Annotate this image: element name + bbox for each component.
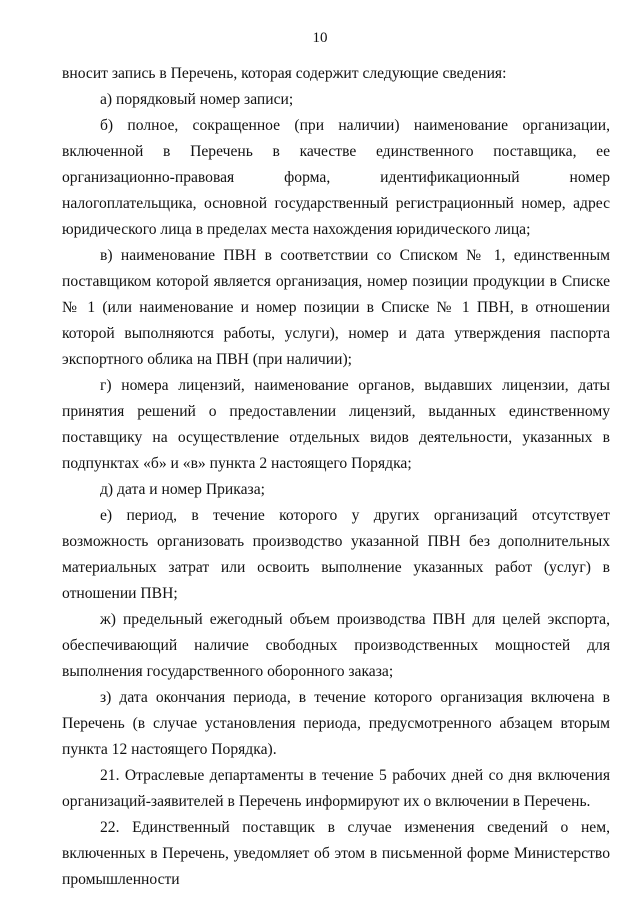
document-body [62,61,610,893]
list-item-zh: ж) предельный ежегодный объем производства ПВН для целей экспорта, обеспечивающий наличие свободных производственных мощностей для выполнения государственного оборонного заказа; [62,611,610,680]
paragraph-intro: вносит запись в Перечень, которая содержит следующие сведения: [62,65,507,82]
list-item-g: г) номера лицензий, наименование органов, выдавших лицензии, даты принятия решений о предоставлении лицензий, выданных единственному поставщику на осуществление отдельных видов деятельности, указанных в подпунктах «б» и «в» пункта 2 настоящего Порядка; [62,377,610,472]
paragraph-22: 22. Единственный поставщик в случае изменения сведений о нем, включенных в Перечень, уведомляет об этом в письменной форме Министерство промышленности [62,819,610,888]
paragraph-21: 21. Отраслевые департаменты в течение 5 рабочих дней со дня включения организаций-заявителей в Перечень информируют их о включении в Перечень. [62,767,610,810]
list-item-v: в) наименование ПВН в соответствии со Списком № 1, единственным поставщиком которой является организация, номер позиции продукции в Списке № 1 (или наименование и номер позиции в Списке № 1 ПВН, в отношении которой выполняются работы, услуги), номер и дата утверждения паспорта экспортного облика на ПВН (при наличии); [62,247,610,368]
page-number: 10 [312,30,328,46]
list-item-a: а) порядковый номер записи; [100,91,294,108]
list-item-z: з) дата окончания периода, в течение которого организация включена в Перечень (в случае установления периода, предусмотренного абзацем вторым пункта 12 настоящего Порядка). [62,689,610,758]
list-item-b: б) полное, сокращенное (при наличии) наименование организации, включенной в Перечень в качестве единственного поставщика, ее организационно-правовая форма, идентификационный номер налогоплательщика, основной государственный регистрационный номер, адрес юридического лица в пределах места нахождения юридического лица; [62,117,610,238]
list-item-e: е) период, в течение которого у других организаций отсутствует возможность организовать производство указанной ПВН без дополнительных материальных затрат или освоить выполнение указанных работ (услуг) в отношении ПВН; [62,507,610,602]
list-item-d: д) дата и номер Приказа; [100,481,265,498]
